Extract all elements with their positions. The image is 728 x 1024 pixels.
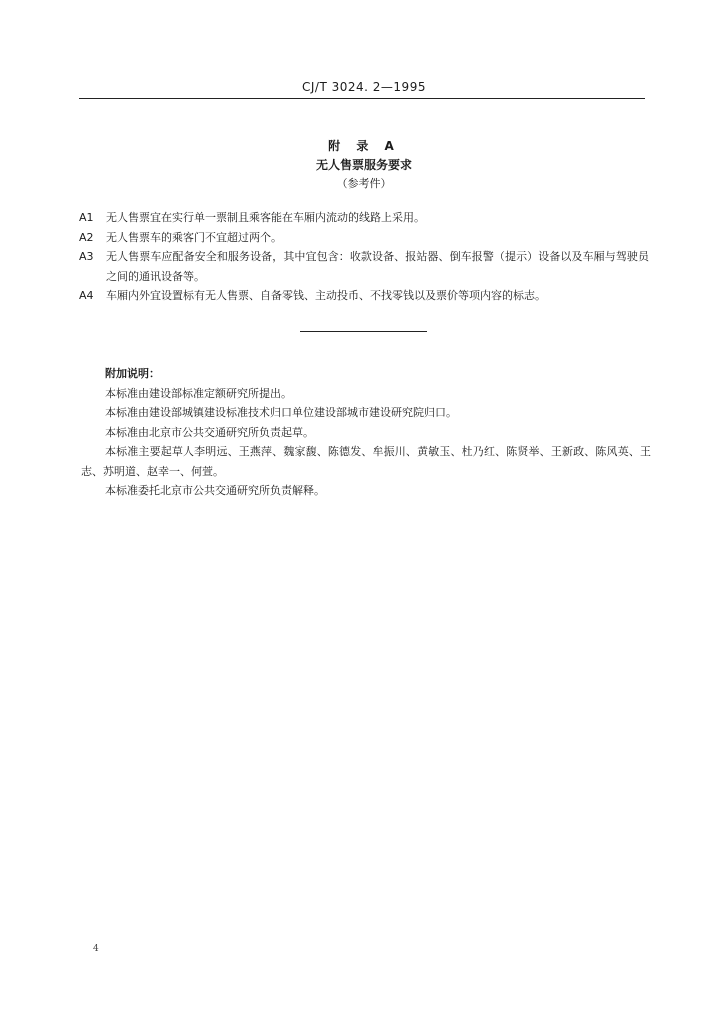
clause-number: A2	[79, 230, 94, 244]
clause-number: A3	[79, 250, 94, 263]
page-number: 4	[93, 944, 99, 954]
clause-text: 无人售票车的乘客门不宜超过两个。	[106, 230, 282, 244]
clause-text: 无人售票宜在实行单一票制且乘客能在车厢内流动的线路上采用。	[106, 211, 425, 224]
additional-notes	[81, 364, 651, 501]
clause-item	[79, 286, 649, 306]
clause-item	[79, 228, 649, 248]
notes-title: 附加说明：	[105, 367, 160, 380]
appendix-title: 无人售票服务要求	[315, 158, 412, 172]
section-divider	[300, 331, 427, 332]
header-divider	[79, 98, 645, 99]
clause-number: A4	[79, 289, 94, 302]
clause-text: 车厢内外宜设置标有无人售票、自备零钱、主动投币、不找零钱以及票价等项内容的标志。	[106, 289, 546, 302]
note-line: 本标准由建设部标准定额研究所提出。	[105, 386, 292, 400]
clause-number: A1	[79, 211, 94, 224]
standard-code: CJ/T 3024. 2—1995	[302, 80, 426, 94]
appendix-label: 附 录 A	[328, 139, 400, 153]
note-line: 本标准委托北京市公共交通研究所负责解释。	[105, 484, 325, 497]
note-line: 本标准由建设部城镇建设标准技术归口单位建设部城市建设研究院归口。	[105, 406, 457, 419]
clause-text: 无人售票车应配备安全和服务设备，其中宜包含：收款设备、报站器、倒车报警（提示）设备以及车厢与驾驶员之间的通讯设备等。	[106, 250, 649, 283]
clause-list	[79, 208, 649, 306]
note-line: 本标准主要起草人李明远、王燕萍、魏家馥、陈德发、牟振川、黄敏玉、杜乃红、陈贤举、王新政、陈风英、王志、苏明道、赵幸一、何萱。	[81, 445, 651, 478]
appendix-note: （参考件）	[336, 177, 392, 190]
clause-item	[79, 208, 649, 228]
clause-item	[79, 247, 649, 286]
note-line: 本标准由北京市公共交通研究所负责起草。	[105, 425, 314, 439]
